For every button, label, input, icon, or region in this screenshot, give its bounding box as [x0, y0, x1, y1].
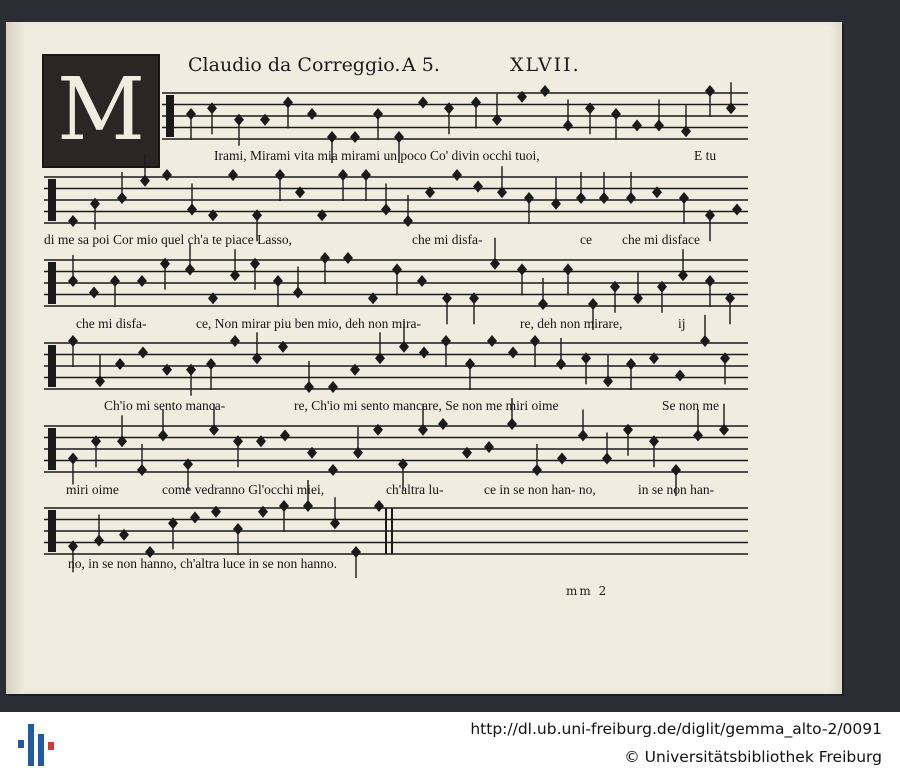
- lyric-line-2: di me sa poi Cor mio quel ch'a te piace Lasso,: [44, 232, 292, 247]
- lyric-line-4c: Se non me: [662, 398, 719, 413]
- clef: [48, 179, 56, 221]
- note-head: [632, 120, 642, 132]
- lyric-line-1: Irami, Mirami vita mia mirami un poco Co' divin occhi tuoi,: [214, 148, 540, 163]
- signature-mark: mm 2: [566, 584, 609, 598]
- note-head: [540, 85, 550, 97]
- clef: [166, 95, 174, 137]
- lyric-line-2c: ce: [580, 232, 592, 247]
- note-head: [162, 169, 172, 181]
- note-head: [732, 204, 742, 216]
- clef: [48, 262, 56, 304]
- lyric-line-5d: ce in se non han- no,: [484, 482, 596, 497]
- note-head: [417, 275, 427, 287]
- lyric-line-3: che mi disfa-: [76, 316, 147, 331]
- lyric-line-3b: ce, Non mirar piu ben mio, deh non mira-: [196, 316, 421, 331]
- lyric-line-1-end: E tu: [694, 148, 717, 163]
- lyric-line-5c: ch'altra lu-: [386, 482, 444, 497]
- document-url[interactable]: http://dl.ub.uni-freiburg.de/diglit/gemma_alto-2/0091: [470, 720, 882, 738]
- note-head: [508, 347, 518, 359]
- note-head: [418, 97, 428, 109]
- lyric-line-3d: ij: [678, 316, 686, 331]
- lyric-line-6: no, in se non hanno, ch'altra luce in se non hanno.: [68, 556, 337, 571]
- piece-number: XLVII.: [510, 54, 581, 76]
- note-head: [307, 108, 317, 120]
- lyric-line-4b: re, Ch'io mi sento mancare, Se non me miri oime: [294, 398, 559, 413]
- initial-letter: M: [56, 60, 146, 160]
- note-head: [328, 464, 338, 476]
- note-head: [280, 430, 290, 442]
- lyric-line-4: Ch'io mi sento manca-: [104, 398, 226, 413]
- voice-count: A 5.: [402, 54, 440, 76]
- lyric-line-2b: che mi disfa-: [412, 232, 483, 247]
- viewer-footer: [0, 712, 900, 775]
- note-head: [557, 453, 567, 465]
- copyright-notice: © Universitätsbibliothek Freiburg: [624, 748, 882, 766]
- lyric-line-5e: in se non han-: [638, 482, 715, 497]
- university-logo-icon: [14, 720, 58, 770]
- note-head: [137, 275, 147, 287]
- note-head: [190, 512, 200, 524]
- clef: [48, 345, 56, 387]
- note-head: [68, 215, 78, 227]
- note-head: [89, 287, 99, 299]
- note-head: [419, 347, 429, 359]
- lyric-line-5b: come vedranno Gl'occhi miei,: [162, 482, 325, 497]
- note-head: [484, 441, 494, 453]
- note-head: [138, 347, 148, 359]
- clef: [48, 510, 56, 552]
- note-head: [374, 500, 384, 512]
- note-head: [675, 370, 685, 382]
- clef: [48, 428, 56, 470]
- composer-name: Claudio da Correggio.: [188, 54, 401, 76]
- note-head: [228, 169, 238, 181]
- lyric-line-5: miri oime: [66, 482, 119, 497]
- note-head: [230, 335, 240, 347]
- note-head: [438, 418, 448, 430]
- note-head: [487, 335, 497, 347]
- lyric-line-2d: che mi disface: [622, 232, 700, 247]
- lyric-line-3c: re, deh non mirare,: [520, 316, 623, 331]
- note-head: [343, 252, 353, 264]
- note-head: [473, 181, 483, 193]
- note-head: [328, 381, 338, 393]
- note-head: [115, 358, 125, 370]
- note-head: [350, 131, 360, 143]
- note-head: [452, 169, 462, 181]
